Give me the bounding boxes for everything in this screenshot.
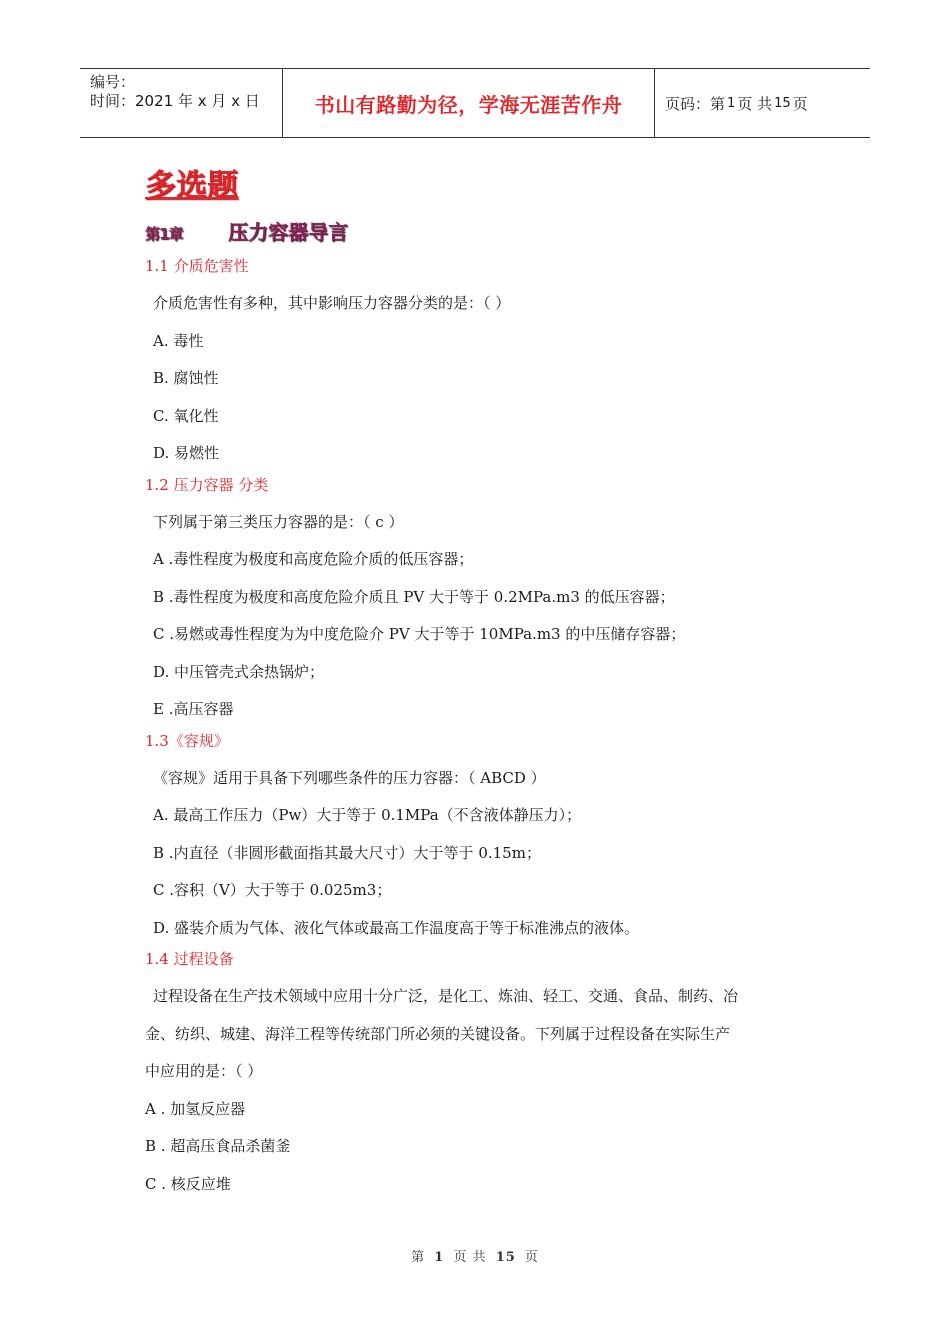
page-title: 多选题 [145,168,238,204]
page-middle: 页 共 [737,94,773,113]
option-item: B . 超高压食品杀菌釜 [145,1137,291,1155]
option-item: C .易燃或毒性程度为为中度危险介 PV 大于等于 10MPa.m3 的中压储存容器； [153,625,686,643]
page-suffix: 页 [792,94,808,113]
option-item: C .容积（V）大于等于 0.025m3； [153,881,392,899]
page-prefix: 页码：第 [665,94,726,113]
option-item: B .毒性程度为极度和高度危险介质且 PV 大于等于 0.2MPa.m3 的低压容器； [153,587,675,606]
section-heading: 1.3《容规》 [145,731,229,750]
section-heading: 1.1 介质危害性 [145,257,249,275]
question-text-line: 金、纺织、城建、海洋工程等传统部门所必须的关键设备。下列属于过程设备在实际生产 [145,1024,731,1043]
option-item: A. 最高工作压力（Pw）大于等于 0.1MPa（不含液体静压力）； [153,806,582,824]
section-1-4 [145,941,825,1203]
question-text: 下列属于第三类压力容器的是：（ c ） [153,512,404,531]
footer-current-page: 1 [434,1250,445,1265]
section-1-2 [145,467,825,729]
footer-total-pages: 15 [495,1250,516,1265]
option-item: B .内直径（非圆形截面指其最大尺寸）大于等于 0.15m； [153,843,541,862]
footer-middle: 页 共 [453,1250,487,1265]
chapter-number: 第1章 [145,225,183,243]
option-item: B. 腐蚀性 [153,369,219,387]
header-motto: 书山有路勤为径，学海无涯苦作舟 [282,69,655,137]
section-heading: 1.2 压力容器 分类 [145,475,269,494]
question-text-line: 中应用的是：（ ） [145,1062,263,1080]
footer-suffix: 页 [524,1250,539,1265]
page-footer [0,1246,950,1265]
document-number-label: 编号： [90,73,136,91]
option-item: D. 易燃性 [153,444,220,462]
question-text-line: 过程设备在生产技术领域中应用十分广泛，是化工、炼油、轻工、交通、食品、制药、冶 [153,987,739,1005]
option-item: C . 核反应堆 [145,1174,231,1193]
footer-prefix: 第 [411,1250,426,1265]
question-text: 《容规》适用于具备下列哪些条件的压力容器：（ ABCD ） [153,768,546,787]
option-item: A .毒性程度为极度和高度危险介质的低压容器； [153,550,474,568]
document-header [80,68,870,138]
option-item: C. 氧化性 [153,406,219,425]
chapter-name: 压力容器导言 [227,220,348,244]
option-item: A. 毒性 [153,331,204,350]
section-1-1 [145,248,825,473]
option-item: D. 中压管壳式余热锅炉； [153,662,325,681]
document-time-label: 时间：2021 年 x 月 x 日 [90,92,260,110]
header-page-number [655,69,870,137]
section-1-3 [145,723,825,948]
option-item: E .高压容器 [153,700,234,718]
header-meta [80,69,282,137]
option-item: A . 加氢反应器 [145,1099,246,1118]
option-item: D. 盛装介质为气体、液化气体或最高工作温度高于等于标准沸点的液体。 [153,918,640,937]
question-text: 介质危害性有多种，其中影响压力容器分类的是：（ ） [153,294,511,312]
document-body [145,160,825,1203]
page-total: 15 [774,95,791,111]
chapter-heading [145,216,825,248]
section-heading: 1.4 过程设备 [145,950,234,968]
page-current: 1 [727,95,736,111]
